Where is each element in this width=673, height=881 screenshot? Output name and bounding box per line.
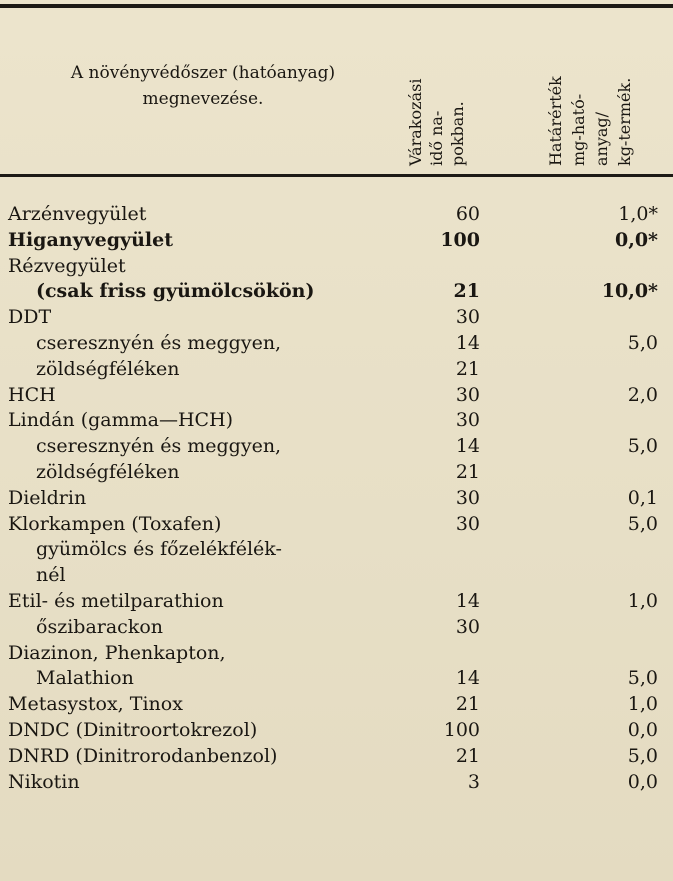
- waiting-days: 21: [455, 744, 480, 767]
- table-row: [0, 408, 673, 434]
- substance-name: DDT: [8, 306, 52, 329]
- substance-name: Diazinon, Phenkapton,: [8, 641, 226, 664]
- header-rule: [0, 174, 673, 177]
- limit-value: 1,0: [627, 589, 658, 612]
- table-row: [0, 537, 673, 563]
- top-rule: [0, 4, 673, 8]
- column-header-limit-line2: mg-ható-: [569, 93, 588, 166]
- substance-name: cseresznyén és meggyen,: [36, 435, 282, 458]
- substance-name: Nikotin: [8, 770, 80, 793]
- substance-name: DNRD (Dinitrorodanbenzol): [8, 744, 278, 767]
- limit-value: 0,0: [627, 770, 658, 793]
- substance-name: Klorkampen (Toxafen): [8, 512, 222, 535]
- substance-name: Etil- és metilparathion: [8, 589, 224, 612]
- limit-value: 5,0: [627, 512, 658, 535]
- waiting-days: 21: [455, 693, 480, 716]
- column-header-days-line1: Várakozási: [406, 78, 425, 166]
- waiting-days: 30: [455, 306, 480, 329]
- waiting-days: 100: [440, 228, 480, 251]
- substance-name: nél: [36, 564, 66, 587]
- column-header-name-line2: megnevezése.: [142, 89, 264, 109]
- limit-value: 0,0*: [615, 228, 658, 251]
- substance-name: cseresznyén és meggyen,: [36, 331, 282, 354]
- substance-name: zöldségféléken: [36, 460, 180, 483]
- limit-value: 5,0: [627, 667, 658, 690]
- column-header-days-line2: idő na-: [427, 110, 446, 166]
- table-body: [0, 202, 673, 795]
- substance-name: Lindán (gamma—HCH): [8, 409, 234, 432]
- waiting-days: 3: [467, 770, 480, 793]
- table-row: [0, 434, 673, 460]
- table-row: [0, 383, 673, 409]
- limit-value: 10,0*: [601, 280, 658, 303]
- table-row: [0, 744, 673, 770]
- column-header-limit-line3: anyag/: [592, 111, 611, 166]
- column-header-name-line1: A növényvédőszer (hatóanyag): [70, 63, 336, 83]
- column-header-limit-line1: Határérték: [546, 76, 565, 166]
- waiting-days: 30: [455, 486, 480, 509]
- waiting-days: 14: [455, 589, 480, 612]
- substance-name: Arzénvegyület: [8, 203, 147, 225]
- table-row: [0, 357, 673, 383]
- table-row: [0, 512, 673, 538]
- table-row: [0, 305, 673, 331]
- substance-name: DNDC (Dinitroortokrezol): [8, 718, 258, 741]
- substance-name: Malathion: [36, 667, 134, 690]
- limit-value: 0,0: [627, 718, 658, 741]
- column-header-name: [18, 60, 388, 112]
- table-row: [0, 615, 673, 641]
- waiting-days: 21: [453, 280, 480, 303]
- waiting-days: 30: [455, 383, 480, 406]
- waiting-days: 60: [455, 203, 480, 225]
- substance-name: (csak friss gyümölcsökön): [36, 280, 315, 303]
- substance-name: zöldségféléken: [36, 357, 180, 380]
- table-row: [0, 279, 673, 305]
- limit-value: 0,1: [627, 486, 658, 509]
- column-header-days: [408, 20, 492, 170]
- column-header-limit-line4: kg-termék.: [615, 77, 634, 166]
- substance-name: Rézvegyület: [8, 254, 126, 277]
- limit-value: 1,0: [627, 693, 658, 716]
- table-row: [0, 770, 673, 796]
- table-row: [0, 563, 673, 589]
- table-row: [0, 460, 673, 486]
- substance-name: Higanyvegyület: [8, 228, 173, 251]
- substance-name: HCH: [8, 383, 56, 406]
- waiting-days: 21: [455, 357, 480, 380]
- table-row: [0, 666, 673, 692]
- waiting-days: 30: [455, 615, 480, 638]
- waiting-days: 30: [455, 409, 480, 432]
- limit-value: 5,0: [627, 435, 658, 458]
- waiting-days: 14: [455, 667, 480, 690]
- table-row: [0, 202, 673, 228]
- limit-value: 5,0: [627, 744, 658, 767]
- substance-name: Dieldrin: [8, 486, 87, 509]
- waiting-days: 21: [455, 460, 480, 483]
- table-row: [0, 254, 673, 280]
- limit-value: 1,0*: [618, 203, 658, 225]
- table-row: [0, 692, 673, 718]
- waiting-days: 14: [455, 435, 480, 458]
- limit-value: 5,0: [627, 331, 658, 354]
- table-row: [0, 589, 673, 615]
- limit-value: 2,0: [627, 383, 658, 406]
- table-row: [0, 486, 673, 512]
- table-row: [0, 641, 673, 667]
- waiting-days: 30: [455, 512, 480, 535]
- table-row: [0, 228, 673, 254]
- table-row: [0, 718, 673, 744]
- waiting-days: 100: [443, 718, 480, 741]
- column-header-limit: [548, 20, 658, 170]
- waiting-days: 14: [455, 331, 480, 354]
- table-row: [0, 331, 673, 357]
- substance-name: gyümölcs és főzelékfélék-: [36, 538, 282, 561]
- substance-name: Metasystox, Tinox: [8, 693, 183, 716]
- column-header-days-line3: pokban.: [448, 101, 467, 166]
- substance-name: őszibarackon: [36, 615, 164, 638]
